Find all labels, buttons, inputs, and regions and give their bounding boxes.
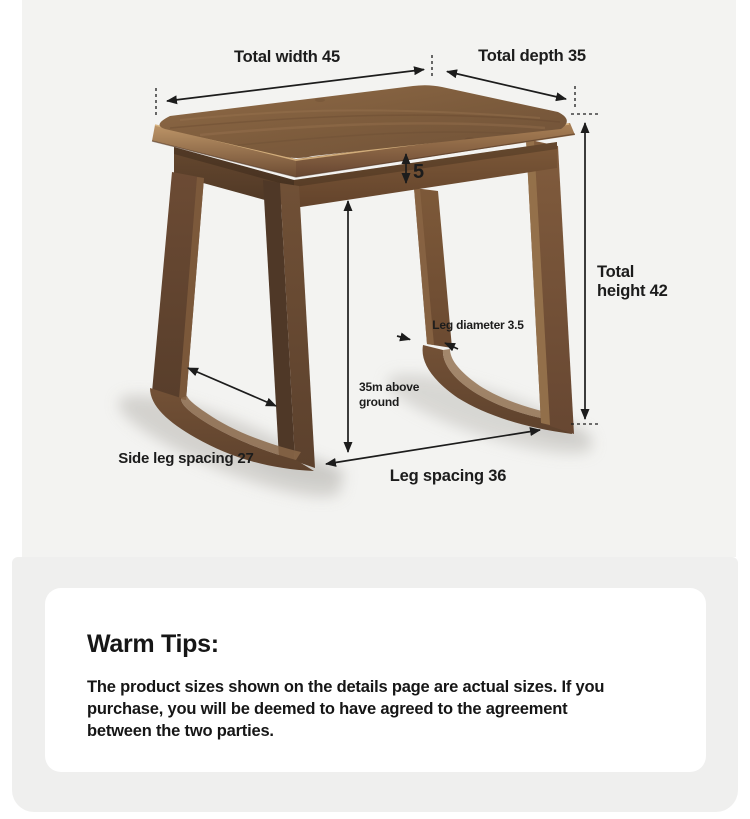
ground-clearance-label-line1: 35m above [359,380,420,394]
warm-tips-body-line-3: between the two parties. [87,722,274,740]
total-depth-label: Total depth 35 [478,47,586,65]
side-leg-spacing-label: Side leg spacing 27 [118,450,254,467]
warm-tips-body-line-2: purchase, you will be deemed to have agreed to the agreement [87,700,568,718]
apron-thickness-label: 5 [413,161,424,183]
warm-tips-title: Warm Tips: [87,630,219,658]
ground-clearance-label-line2: ground [359,395,400,409]
warm-tips-body-line-1: The product sizes shown on the details page are actual sizes. If you [87,678,605,696]
warm-tips-panel [12,557,738,812]
warm-tips-body [87,676,670,742]
warm-tips-card [45,588,706,772]
total-height-label-line2: height 42 [597,282,668,300]
total-height-label-line1: Total [597,263,635,281]
grain-knot [315,98,325,102]
leg-diameter-label: Leg diameter 3.5 [432,318,524,332]
leg-spacing-label: Leg spacing 36 [389,467,507,485]
total-width-label: Total width 45 [234,48,340,66]
